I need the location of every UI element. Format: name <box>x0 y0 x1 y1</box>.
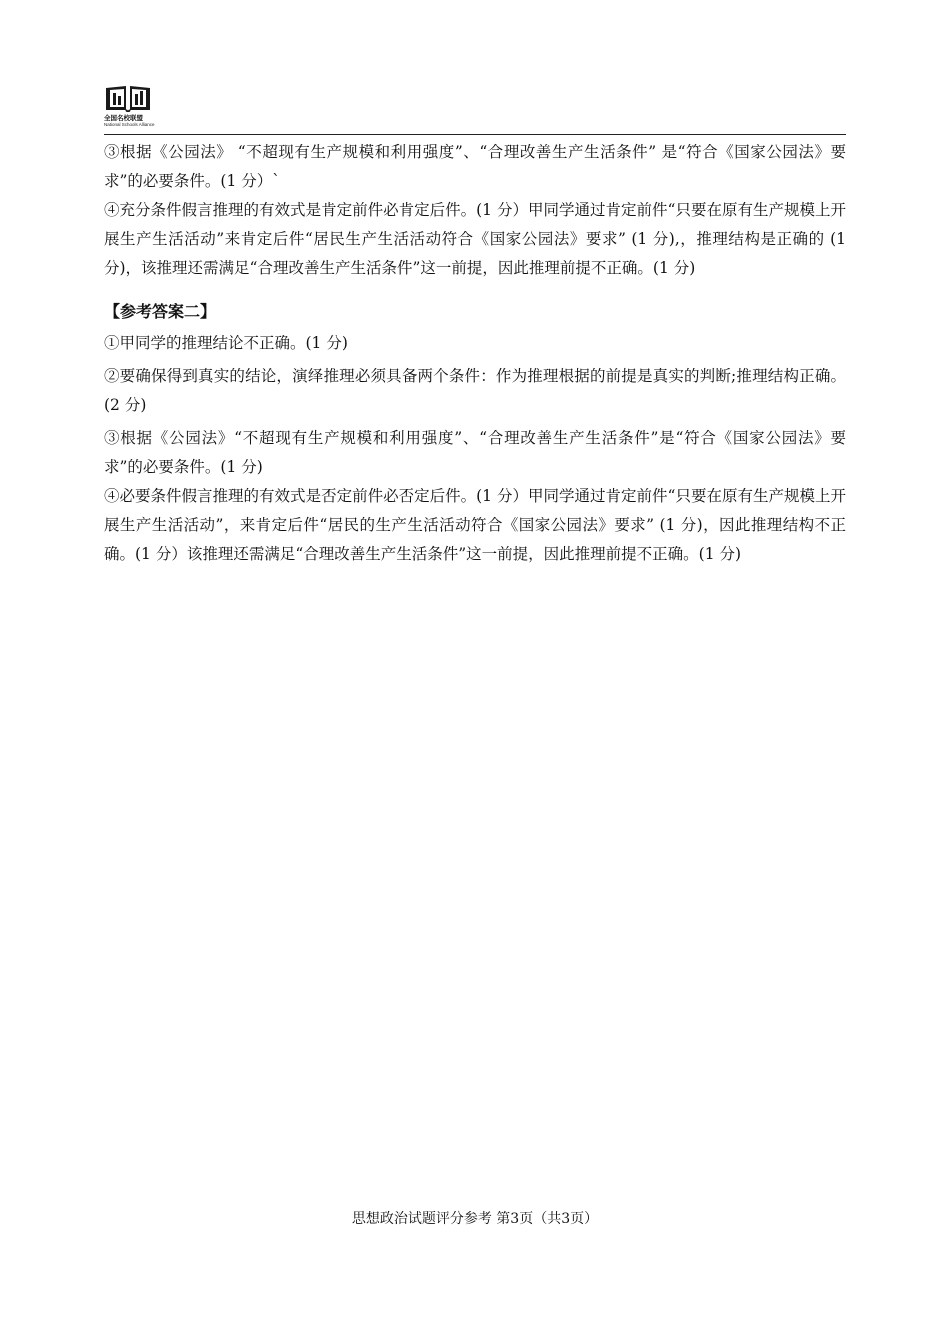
answer-two-point-4: ④必要条件假言推理的有效式是否定前件必否定后件。(1 分）甲同学通过肯定前件“只要在原有生产规模上开展生产生活活动”，来肯定后件“居民的生产生活活动符合《国家公园法》要求” (1 分)，因此推理结构不正确。(1 分）该推理还需满足“合理改善生产生活条件”这一前提，因此推理前提不正确。(1 分) <box>104 487 846 563</box>
open-book-logo-icon <box>104 80 152 112</box>
answer-one-point-3: ③根据《公园法》 “不超现有生产规模和利用强度”、“合理改善生产生活条件” 是“符合《国家公园法》要求”的必要条件。(1 分）` <box>104 143 846 190</box>
header-divider <box>104 134 846 135</box>
logo-name-cn: 全国名校联盟 <box>104 114 143 122</box>
logo-name-en: National Schools Alliance <box>104 122 155 127</box>
header-logo <box>104 80 156 128</box>
answer-two-point-3: ③根据《公园法》“不超现有生产规模和利用强度”、“合理改善生产生活条件”是“符合《国家公园法》要求”的必要条件。(1 分) <box>104 429 846 476</box>
answer-two-point-1: ①甲同学的推理结论不正确。(1 分) <box>104 334 348 352</box>
answer-two-point-2: ②要确保得到真实的结论，演绎推理必须具备两个条件：作为推理根据的前提是真实的判断;推理结构正确。(2 分) <box>104 367 846 414</box>
answer-two-heading: 【参考答案二】 <box>104 302 217 321</box>
answer-one-point-4: ④充分条件假言推理的有效式是肯定前件必肯定后件。(1 分）甲同学通过肯定前件“只要在原有生产规模上开展生产生活活动”来肯定后件“居民生产生活活动符合《国家公园法》要求” (1 分),，推理结构是正确的 (1 分)，该推理还需满足“合理改善生产生活条件”这一前提，因此推理前提不正确。(1 分) <box>104 201 846 277</box>
answer-content <box>104 138 846 569</box>
page-footer: 思想政治试题评分参考 第3页（共3页） <box>351 1211 599 1227</box>
